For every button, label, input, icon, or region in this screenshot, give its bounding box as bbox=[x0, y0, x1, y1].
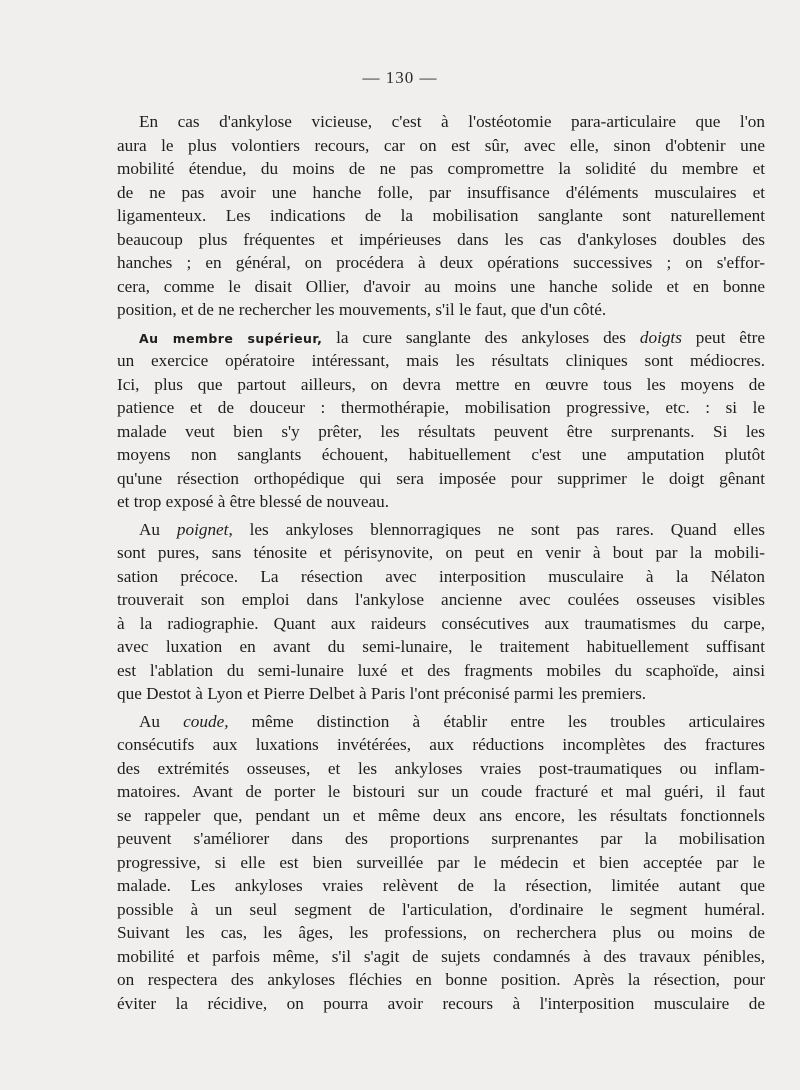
text-line: hanches ; en général, on procédera à deux opérations successives ; on s'effor- bbox=[117, 253, 765, 272]
paragraph-hip bbox=[117, 110, 765, 322]
text-line: éviter la récidive, on pourra avoir recours à l'interposition musculaire de bbox=[117, 993, 765, 1013]
paragraph-upper-limb bbox=[117, 326, 765, 514]
text-fragment: peut être bbox=[681, 327, 765, 347]
italic-term: poignet, bbox=[176, 519, 233, 539]
text-line: peuvent s'améliorer dans des proportions surprenantes par la mobilisation bbox=[117, 829, 765, 848]
text-line: mobilité et parfois même, s'il s'agit de sujets condamnés à des travaux pénibles, bbox=[117, 946, 765, 966]
text-line: moyens non sanglants échouent, habituellement c'est une amputation plutôt bbox=[117, 445, 765, 464]
text-line: est l'ablation du semi-lunaire luxé et des fragments mobiles du scaphoïde, ainsi bbox=[117, 660, 765, 680]
text-line: beaucoup plus fréquentes et impérieuses dans les cas d'ankyloses doubles des bbox=[117, 229, 765, 249]
text-line: à la radiographie. Quant aux raideurs consécutives aux traumatismes du carpe, bbox=[117, 613, 765, 633]
text-line: et trop exposé à être blessé de nouveau. bbox=[117, 492, 390, 511]
body-text bbox=[117, 110, 765, 1015]
text-fragment: Au bbox=[139, 711, 184, 731]
text-line: progressive, si elle est bien surveillée par le médecin et bien acceptée par le bbox=[117, 852, 765, 872]
text-line: malade veut bien s'y prêter, les résultats peuvent être surprenants. Si les bbox=[117, 421, 765, 441]
text-line: consécutifs aux luxations invétérées, aux réductions incomplètes des fractures bbox=[117, 735, 765, 754]
paragraph-wrist bbox=[117, 518, 765, 706]
text-fragment: Au bbox=[139, 519, 177, 539]
text-line: aura le plus volontiers recours, car on est sûr, avec elle, sinon d'obtenir une bbox=[117, 135, 765, 155]
text-line: un exercice opératoire intéressant, mais les résultats cliniques sont médiocres. bbox=[117, 351, 765, 370]
text-line: ligamenteux. Les indications de la mobilisation sanglante sont naturellement bbox=[117, 206, 765, 225]
text-fragment: même distinction à établir entre les troubles articulaires bbox=[228, 711, 765, 731]
text-line: avec luxation en avant du semi-lunaire, le traitement habituellement suffisant bbox=[117, 637, 765, 656]
text-line: sation précoce. La résection avec interposition musculaire à la Nélaton bbox=[117, 566, 765, 586]
paragraph-elbow bbox=[117, 710, 765, 1016]
section-heading: Au membre supérieur, bbox=[139, 330, 323, 346]
text-line: position, et de ne rechercher les mouvements, s'il le faut, que d'un côté. bbox=[117, 300, 607, 319]
text-line: de ne pas avoir une hanche folle, par insuffisance d'éléments musculaires et bbox=[117, 182, 765, 202]
text-line bbox=[117, 326, 765, 350]
text-line: mobilité étendue, du moins de ne pas compromettre la solidité du membre et bbox=[117, 159, 765, 178]
text-line: trouverait son emploi dans l'ankylose ancienne avec coulées osseuses visibles bbox=[117, 590, 765, 609]
text-line: qu'une résection orthopédique qui sera imposée pour supprimer le doigt gênant bbox=[117, 468, 765, 488]
text-line: malade. Les ankyloses vraies relèvent de la résection, limitée autant que bbox=[117, 876, 765, 895]
italic-term: coude, bbox=[183, 711, 229, 731]
text-line: patience et de douceur : thermothérapie, mobilisation progressive, etc. : si le bbox=[117, 398, 765, 417]
page-number: — 130 — bbox=[362, 68, 438, 87]
text-line: Ici, plus que partout ailleurs, on devra mettre en œuvre tous les moyens de bbox=[117, 374, 765, 394]
text-line: se rappeler que, pendant un et même deux ans encore, les résultats fonctionnels bbox=[117, 805, 765, 825]
text-line: que Destot à Lyon et Pierre Delbet à Paris l'ont préconisé parmi les premiers. bbox=[117, 684, 647, 703]
italic-term: doigts bbox=[639, 327, 682, 347]
text-line: Suivant les cas, les âges, les professions, on recherchera plus ou moins de bbox=[117, 923, 765, 942]
text-line: En cas d'ankylose vicieuse, c'est à l'ostéotomie para-articulaire que l'on bbox=[139, 112, 765, 131]
text-fragment: la cure sanglante des ankyloses des bbox=[322, 327, 640, 347]
text-line: on respectera des ankyloses fléchies en bonne position. Après la résection, pour bbox=[117, 970, 765, 989]
text-line: des extrémités osseuses, et les ankyloses vraies post-traumatiques ou inflam- bbox=[117, 758, 765, 778]
text-line: matoires. Avant de porter le bistouri sur un coude fracturé et mal guéri, il faut bbox=[117, 782, 765, 801]
text-fragment: les ankyloses blennorragiques ne sont pas rares. Quand elles bbox=[232, 519, 765, 539]
text-line: sont pures, sans ténosite et périsynovite, on peut en venir à bout par la mobili- bbox=[117, 543, 765, 562]
text-line bbox=[117, 518, 765, 542]
text-line: possible à un seul segment de l'articulation, d'ordinaire le segment huméral. bbox=[117, 899, 765, 919]
text-line: cera, comme le disait Ollier, d'avoir au moins une hanche solide et en bonne bbox=[117, 276, 765, 296]
text-line bbox=[117, 710, 765, 734]
